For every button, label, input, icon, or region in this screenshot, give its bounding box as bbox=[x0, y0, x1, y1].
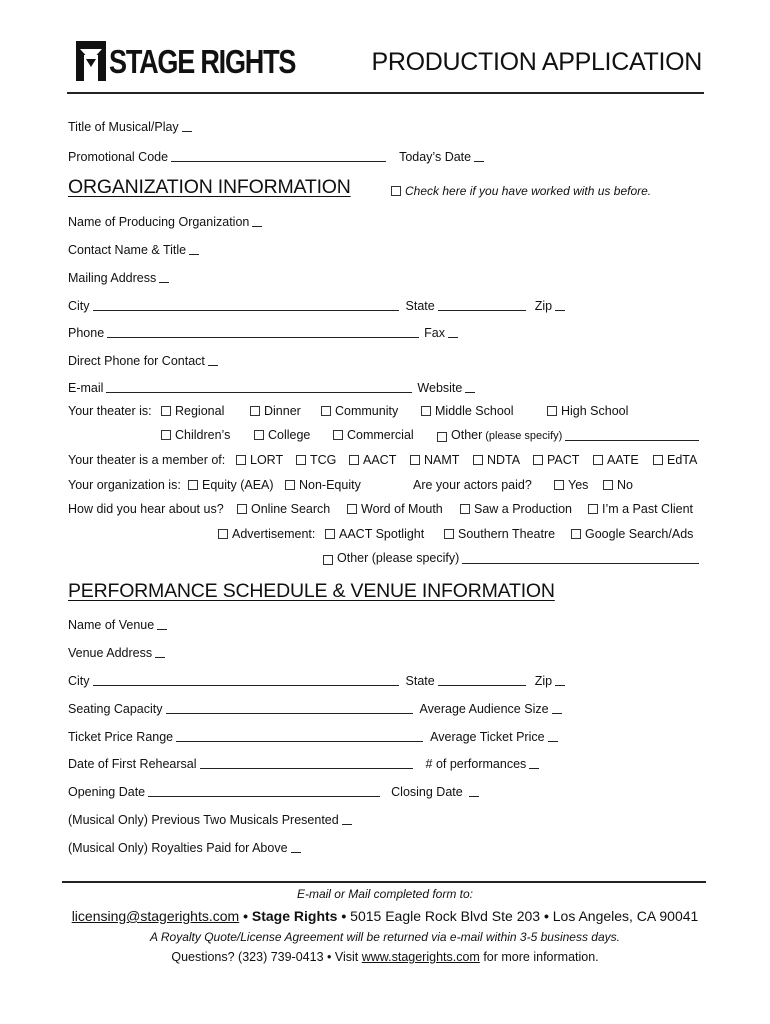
checkbox-icon[interactable] bbox=[444, 529, 454, 539]
city-address: Los Angeles, CA 90041 bbox=[552, 908, 699, 924]
title-field[interactable] bbox=[182, 120, 192, 132]
checkbox-icon[interactable] bbox=[236, 455, 246, 465]
website-link[interactable]: www.stagerights.com bbox=[361, 950, 480, 964]
opening-closing-row bbox=[68, 783, 702, 799]
closing-date-label: Closing Date bbox=[391, 785, 463, 799]
checkbox-icon[interactable] bbox=[588, 504, 598, 514]
todays-date-label: Today’s Date bbox=[399, 150, 472, 164]
checkbox-icon[interactable] bbox=[161, 430, 171, 440]
opening-date-field[interactable] bbox=[148, 785, 380, 797]
mailing-row bbox=[68, 269, 702, 285]
actors-paid-yes[interactable]: Yes bbox=[554, 478, 588, 492]
mailing-field[interactable] bbox=[159, 271, 169, 283]
direct-phone-label: Direct Phone for Contact bbox=[68, 354, 205, 368]
checkbox-icon[interactable] bbox=[188, 480, 198, 490]
state-label: State bbox=[405, 299, 435, 313]
membership-ndta[interactable]: NDTA bbox=[473, 453, 520, 467]
checkbox-icon[interactable] bbox=[325, 529, 335, 539]
promo-date-row bbox=[68, 148, 702, 164]
promo-code-field[interactable] bbox=[171, 150, 386, 162]
heard-google-ads[interactable]: Google Search/Ads bbox=[571, 527, 693, 541]
theater-option-other[interactable]: Other (please specify) bbox=[437, 428, 702, 442]
membership-tcg[interactable]: TCG bbox=[296, 453, 336, 467]
capacity-row bbox=[68, 700, 702, 716]
membership-aate[interactable]: AATE bbox=[593, 453, 639, 467]
checkbox-icon[interactable] bbox=[593, 455, 603, 465]
checkbox-icon[interactable] bbox=[603, 480, 613, 490]
heard-past-client[interactable]: I’m a Past Client bbox=[588, 502, 693, 516]
theater-option-college[interactable]: College bbox=[254, 428, 310, 442]
checkbox-icon[interactable] bbox=[250, 406, 260, 416]
venue-state-field[interactable] bbox=[438, 674, 526, 686]
membership-lort[interactable]: LORT bbox=[236, 453, 283, 467]
checkbox-icon[interactable] bbox=[285, 480, 295, 490]
checkbox-icon[interactable] bbox=[547, 406, 557, 416]
theater-option-regional[interactable]: Regional bbox=[161, 404, 224, 418]
price-range-label: Ticket Price Range bbox=[68, 730, 174, 744]
theater-option-middle-school[interactable]: Middle School bbox=[421, 404, 514, 418]
royalties-label: (Musical Only) Royalties Paid for Above bbox=[68, 841, 288, 855]
opening-date-label: Opening Date bbox=[68, 785, 146, 799]
contact-field[interactable] bbox=[189, 243, 199, 255]
closing-date-field[interactable] bbox=[469, 785, 479, 797]
capacity-label: Seating Capacity bbox=[68, 702, 163, 716]
company-name: Stage Rights bbox=[251, 908, 338, 924]
rehearsal-row bbox=[68, 755, 702, 771]
street-address: 5015 Eagle Rock Blvd Ste 203 bbox=[350, 908, 541, 924]
license-note: A Royalty Quote/License Agreement will be returned via e-mail within 3-5 business days. bbox=[149, 930, 620, 944]
theater-option-dinner[interactable]: Dinner bbox=[250, 404, 301, 418]
ticket-price-row bbox=[68, 728, 702, 744]
membership-label: Your theater is a member of: bbox=[68, 453, 226, 467]
title-row bbox=[68, 118, 702, 134]
price-range-field[interactable] bbox=[176, 730, 423, 742]
venue-name-label: Name of Venue bbox=[68, 618, 155, 632]
avg-price-field[interactable] bbox=[548, 730, 558, 742]
page-title: PRODUCTION APPLICATION bbox=[371, 48, 702, 76]
checkbox-icon[interactable] bbox=[333, 430, 343, 440]
email-label: E-mail bbox=[68, 381, 104, 395]
checkbox-icon[interactable] bbox=[349, 455, 359, 465]
mailing-label: Mailing Address bbox=[68, 271, 157, 285]
worked-before-option[interactable]: Check here if you have worked with us before. bbox=[391, 184, 651, 198]
checkbox-icon[interactable] bbox=[391, 186, 401, 196]
avg-audience-field[interactable] bbox=[552, 702, 562, 714]
theater-type-label: Your theater is: bbox=[68, 404, 152, 418]
actors-paid-no[interactable]: No bbox=[603, 478, 633, 492]
venue-name-field[interactable] bbox=[157, 618, 167, 630]
zip-field[interactable] bbox=[555, 299, 565, 311]
membership-aact[interactable]: AACT bbox=[349, 453, 396, 467]
checkbox-icon[interactable] bbox=[437, 432, 447, 442]
todays-date-field[interactable] bbox=[474, 150, 484, 162]
venue-city-field[interactable] bbox=[93, 674, 399, 686]
theater-option-community[interactable]: Community bbox=[321, 404, 398, 418]
logo-text: STAGE RIGHTS bbox=[109, 42, 296, 80]
org-type-non-equity[interactable]: Non-Equity bbox=[285, 478, 361, 492]
checkbox-icon[interactable] bbox=[321, 406, 331, 416]
royalties-row bbox=[68, 839, 702, 855]
heard-online-search[interactable]: Online Search bbox=[237, 502, 330, 516]
city-label: City bbox=[68, 299, 90, 313]
heard-word-of-mouth[interactable]: Word of Mouth bbox=[347, 502, 443, 516]
website-field[interactable] bbox=[465, 381, 475, 393]
venue-address-field[interactable] bbox=[155, 646, 165, 658]
fax-label: Fax bbox=[424, 326, 445, 340]
num-performances-label: # of performances bbox=[425, 757, 527, 771]
phone-fax-row bbox=[68, 324, 702, 340]
email-website-row bbox=[68, 379, 702, 395]
fax-field[interactable] bbox=[448, 326, 458, 338]
stage-curtain-icon bbox=[76, 41, 106, 81]
questions-line: Questions? (323) 739-0413 • Visit www.stagerights.com for more information. bbox=[171, 950, 599, 964]
header-divider bbox=[67, 92, 704, 94]
venue-name-row bbox=[68, 616, 702, 632]
theater-option-high-school[interactable]: High School bbox=[547, 404, 628, 418]
mail-note: E-mail or Mail completed form to: bbox=[296, 887, 474, 901]
checkbox-icon[interactable] bbox=[296, 455, 306, 465]
membership-edta[interactable]: EdTA bbox=[653, 453, 697, 467]
avg-audience-label: Average Audience Size bbox=[419, 702, 549, 716]
venue-address-row bbox=[68, 644, 702, 660]
first-rehearsal-field[interactable] bbox=[200, 757, 413, 769]
heard-other-field[interactable] bbox=[462, 552, 699, 564]
prev-musicals-field[interactable] bbox=[342, 813, 352, 825]
venue-state-label: State bbox=[405, 674, 435, 688]
num-performances-field[interactable] bbox=[529, 757, 539, 769]
theater-other-field[interactable] bbox=[565, 429, 699, 441]
checkbox-icon[interactable] bbox=[571, 529, 581, 539]
prev-musicals-row bbox=[68, 811, 702, 827]
direct-phone-field[interactable] bbox=[208, 354, 218, 366]
first-rehearsal-label: Date of First Rehearsal bbox=[68, 757, 197, 771]
checkbox-icon[interactable] bbox=[473, 455, 483, 465]
capacity-field[interactable] bbox=[166, 702, 413, 714]
heard-about-label: How did you hear about us? bbox=[68, 502, 224, 516]
checkbox-icon[interactable] bbox=[161, 406, 171, 416]
state-field[interactable] bbox=[438, 299, 526, 311]
phone-label: Phone bbox=[68, 326, 105, 340]
checkbox-icon[interactable] bbox=[554, 480, 564, 490]
org-type-label: Your organization is: bbox=[68, 478, 181, 492]
zip-label: Zip bbox=[534, 299, 553, 313]
heard-southern-theatre[interactable]: Southern Theatre bbox=[444, 527, 555, 541]
checkbox-icon[interactable] bbox=[323, 555, 333, 565]
venue-city-row bbox=[68, 672, 702, 688]
venue-city-label: City bbox=[68, 674, 90, 688]
email-link[interactable]: licensing@stagerights.com bbox=[71, 908, 240, 924]
checkbox-icon[interactable] bbox=[410, 455, 420, 465]
membership-pact[interactable]: PACT bbox=[533, 453, 579, 467]
avg-price-label: Average Ticket Price bbox=[430, 730, 545, 744]
direct-phone-row bbox=[68, 352, 702, 368]
heard-aact-spotlight[interactable]: AACT Spotlight bbox=[325, 527, 424, 541]
city-state-zip-row bbox=[68, 297, 702, 313]
title-label: Title of Musical/Play bbox=[68, 120, 179, 134]
actors-paid-label: Are your actors paid? bbox=[413, 478, 532, 492]
venue-zip-label: Zip bbox=[534, 674, 553, 688]
heard-other[interactable]: Other (please specify) bbox=[323, 551, 702, 565]
checkbox-icon[interactable] bbox=[347, 504, 357, 514]
checkbox-icon[interactable] bbox=[421, 406, 431, 416]
membership-namt[interactable]: NAMT bbox=[410, 453, 459, 467]
org-type-equity[interactable]: Equity (AEA) bbox=[188, 478, 274, 492]
venue-zip-field[interactable] bbox=[555, 674, 565, 686]
heard-advertisement[interactable]: Advertisement: bbox=[218, 527, 315, 541]
section-organization: ORGANIZATION INFORMATION bbox=[68, 176, 351, 198]
checkbox-icon[interactable] bbox=[653, 455, 663, 465]
prev-musicals-label: (Musical Only) Previous Two Musicals Presented bbox=[68, 813, 339, 827]
producing-org-field[interactable] bbox=[252, 215, 262, 227]
checkbox-icon[interactable] bbox=[237, 504, 247, 514]
producing-org-label: Name of Producing Organization bbox=[68, 215, 250, 229]
heard-saw-production[interactable]: Saw a Production bbox=[460, 502, 572, 516]
city-field[interactable] bbox=[93, 299, 399, 311]
promo-code-label: Promotional Code bbox=[68, 150, 169, 164]
footer-divider bbox=[62, 881, 706, 883]
checkbox-icon[interactable] bbox=[254, 430, 264, 440]
footer-contact-line: licensing@stagerights.com • Stage Rights • 5015 Eagle Rock Blvd Ste 203 • Los Angeles, CA 90041 bbox=[71, 908, 699, 924]
theater-option-childrens[interactable]: Children’s bbox=[161, 428, 230, 442]
section-venue: PERFORMANCE SCHEDULE & VENUE INFORMATION bbox=[68, 580, 555, 602]
checkbox-icon[interactable] bbox=[533, 455, 543, 465]
producing-org-row bbox=[68, 213, 702, 229]
venue-address-label: Venue Address bbox=[68, 646, 153, 660]
checkbox-icon[interactable] bbox=[218, 529, 228, 539]
royalties-field[interactable] bbox=[291, 841, 301, 853]
contact-label: Contact Name & Title bbox=[68, 243, 187, 257]
checkbox-icon[interactable] bbox=[460, 504, 470, 514]
email-field[interactable] bbox=[106, 381, 412, 393]
stage-rights-logo bbox=[76, 40, 336, 82]
contact-row bbox=[68, 241, 702, 257]
phone-field[interactable] bbox=[107, 326, 419, 338]
website-label: Website bbox=[417, 381, 463, 395]
theater-option-commercial[interactable]: Commercial bbox=[333, 428, 414, 442]
